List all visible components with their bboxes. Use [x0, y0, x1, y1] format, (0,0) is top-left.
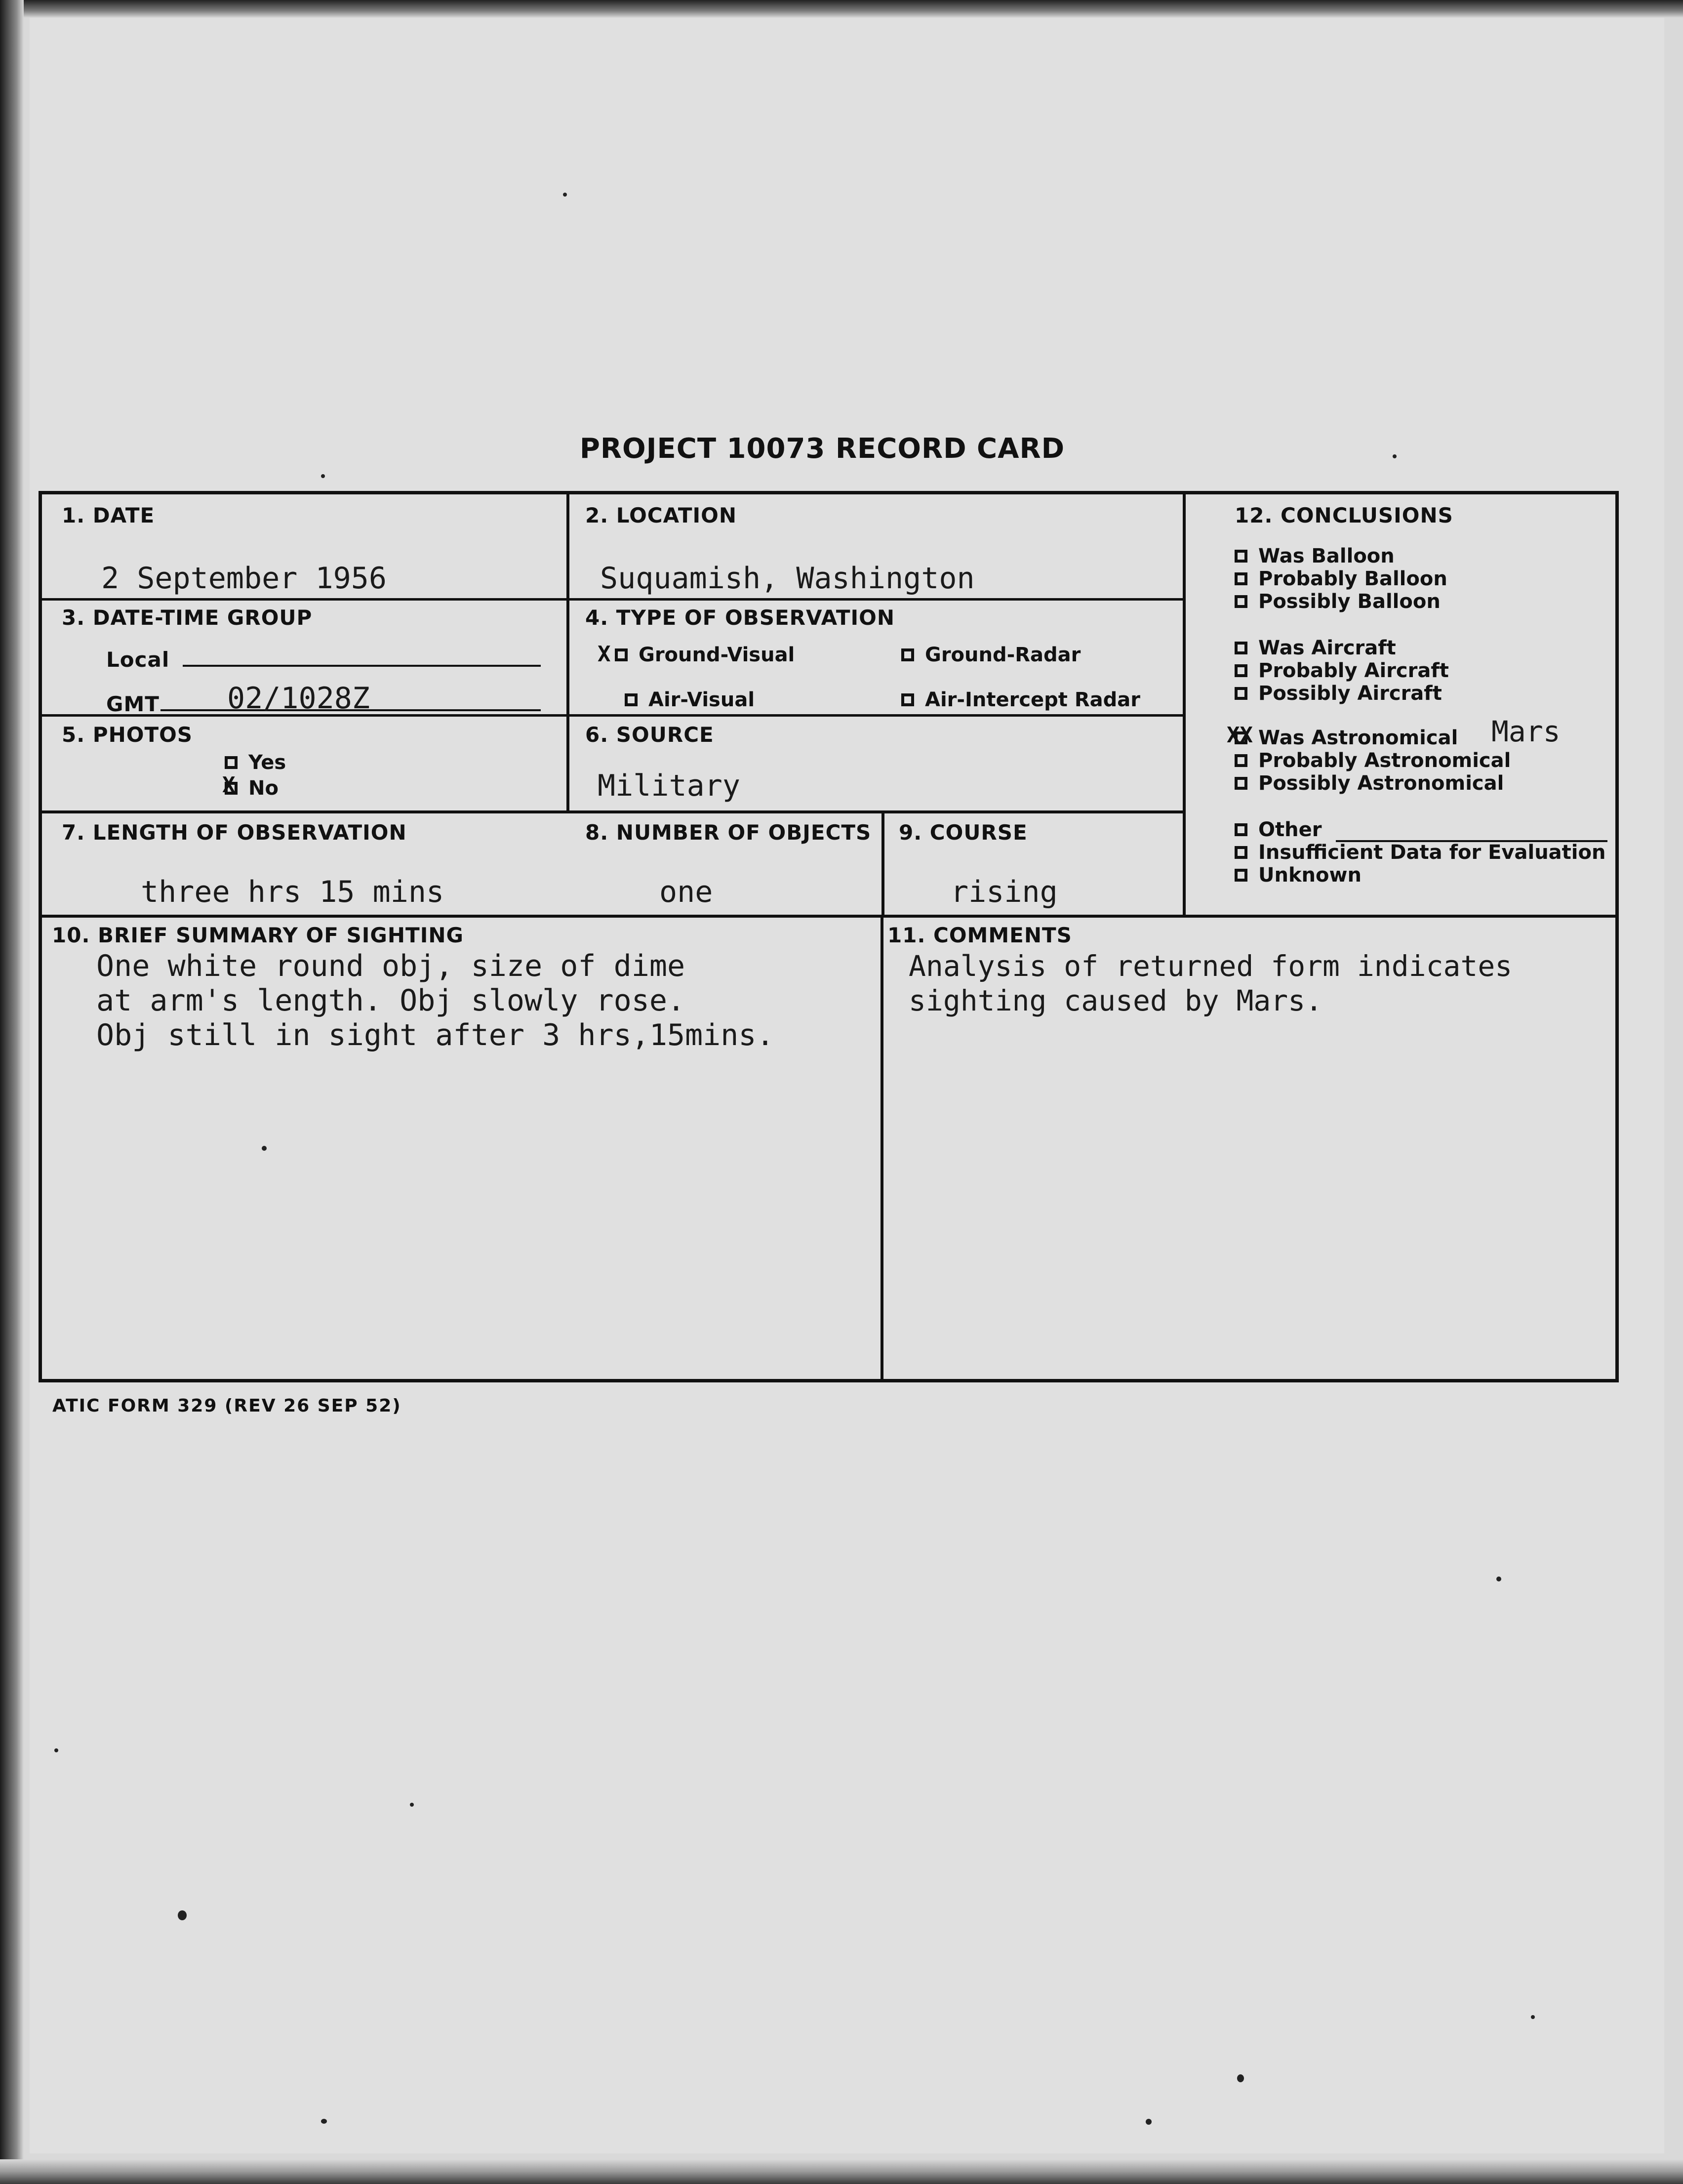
- scan-speck: [321, 2119, 327, 2124]
- length-label: 7. LENGTH OF OBSERVATION: [62, 820, 407, 845]
- comments-line: Analysis of returned form indicates: [909, 949, 1513, 983]
- checkbox[interactable]: [901, 693, 914, 706]
- option-label: Ground-Visual: [639, 644, 795, 666]
- conclusion-was-balloon[interactable]: [1235, 545, 1395, 567]
- conclusion-other[interactable]: [1235, 818, 1322, 841]
- location-value: Suquamish, Washington: [600, 561, 975, 596]
- checkbox[interactable]: [901, 648, 914, 661]
- conclusion-probably-balloon[interactable]: [1235, 567, 1447, 590]
- source-label: 6. SOURCE: [585, 723, 714, 747]
- summary-line: at arm's length. Obj slowly rose.: [96, 983, 685, 1018]
- option-label: Other: [1258, 818, 1322, 841]
- dtg-gmt-label: GMT: [106, 692, 160, 716]
- astronomical-note: Mars: [1491, 715, 1561, 748]
- scan-speck: [1531, 2015, 1535, 2019]
- astronomical-mark: XX: [1227, 723, 1253, 748]
- checkbox[interactable]: [1235, 869, 1247, 882]
- course-label: 9. COURSE: [899, 820, 1028, 845]
- scan-border-top: [0, 0, 1683, 18]
- option-photos-no[interactable]: [225, 777, 279, 800]
- conclusion-insufficient-data[interactable]: [1235, 841, 1605, 864]
- scan-speck: [563, 193, 567, 197]
- source-value: Military: [598, 768, 740, 803]
- divider: [566, 494, 569, 813]
- length-value: three hrs 15 mins: [141, 875, 444, 909]
- option-label: Air-Visual: [648, 688, 755, 711]
- objects-value: one: [659, 875, 713, 909]
- checkbox[interactable]: [615, 648, 628, 661]
- option-label: Possibly Balloon: [1258, 590, 1441, 613]
- summary-label: 10. BRIEF SUMMARY OF SIGHTING: [52, 923, 464, 947]
- option-label: Probably Balloon: [1258, 567, 1447, 590]
- form-footer: ATIC FORM 329 (REV 26 SEP 52): [52, 1396, 401, 1416]
- record-card: [39, 491, 1619, 1382]
- divider: [42, 714, 1183, 717]
- option-photos-yes[interactable]: [225, 751, 286, 774]
- dtg-gmt-value: 02/1028Z: [227, 681, 370, 716]
- checkbox[interactable]: [1235, 846, 1247, 859]
- option-label: Probably Aircraft: [1258, 659, 1449, 682]
- conclusion-unknown[interactable]: [1235, 864, 1362, 887]
- option-label: Ground-Radar: [925, 644, 1081, 666]
- scan-speck: [178, 1910, 187, 1920]
- option-label: Probably Astronomical: [1258, 749, 1511, 772]
- checkbox[interactable]: [1235, 754, 1247, 767]
- option-label: Air-Intercept Radar: [925, 688, 1140, 711]
- observation-label: 4. TYPE OF OBSERVATION: [585, 606, 895, 630]
- conclusion-probably-astronomical[interactable]: [1235, 749, 1511, 772]
- summary-line: One white round obj, size of dime: [96, 949, 685, 983]
- conclusion-possibly-astronomical[interactable]: [1235, 772, 1504, 795]
- date-label: 1. DATE: [62, 503, 155, 527]
- option-label: Yes: [248, 751, 286, 774]
- comments-label: 11. COMMENTS: [887, 923, 1072, 947]
- checkbox[interactable]: [1235, 572, 1247, 585]
- scan-speck: [1393, 454, 1397, 458]
- summary-line: Obj still in sight after 3 hrs,15mins.: [96, 1018, 774, 1052]
- option-label: Was Balloon: [1258, 545, 1395, 567]
- scan-border-bottom: [0, 2159, 1683, 2184]
- conclusion-was-aircraft[interactable]: [1235, 637, 1396, 659]
- scan-speck: [1496, 1577, 1501, 1581]
- divider: [1183, 494, 1186, 917]
- option-air-intercept-radar[interactable]: [901, 688, 1140, 711]
- option-label: No: [248, 777, 279, 800]
- card-title: PROJECT 10073 RECORD CARD: [579, 433, 1065, 465]
- comments-line: sighting caused by Mars.: [909, 984, 1323, 1017]
- dtg-local-label: Local: [106, 647, 170, 672]
- observation-mark: X: [598, 642, 611, 667]
- option-label: Was Aircraft: [1258, 637, 1396, 659]
- objects-label: 8. NUMBER OF OBJECTS: [585, 820, 872, 845]
- divider: [42, 810, 1183, 813]
- scan-speck: [321, 474, 325, 478]
- location-label: 2. LOCATION: [585, 503, 737, 527]
- divider: [881, 917, 883, 1382]
- divider: [42, 915, 1615, 918]
- checkbox[interactable]: [1235, 550, 1247, 563]
- dtg-local-line: [183, 665, 541, 667]
- dtg-label: 3. DATE-TIME GROUP: [62, 606, 313, 630]
- option-label: Possibly Aircraft: [1258, 682, 1442, 705]
- conclusions-label: 12. CONCLUSIONS: [1235, 503, 1453, 527]
- scan-speck: [1146, 2119, 1152, 2125]
- checkbox[interactable]: [225, 756, 238, 769]
- date-value: 2 September 1956: [101, 561, 387, 596]
- conclusion-was-astronomical[interactable]: [1235, 727, 1458, 749]
- option-air-visual[interactable]: [625, 688, 755, 711]
- checkbox[interactable]: [1235, 687, 1247, 700]
- option-label: Possibly Astronomical: [1258, 772, 1504, 795]
- photos-no-mark: X: [222, 772, 236, 798]
- conclusion-possibly-balloon[interactable]: [1235, 590, 1441, 613]
- conclusion-probably-aircraft[interactable]: [1235, 659, 1449, 682]
- option-ground-radar[interactable]: [901, 644, 1081, 666]
- checkbox[interactable]: [1235, 664, 1247, 677]
- scan-speck: [54, 1748, 58, 1752]
- scan-speck: [262, 1146, 267, 1151]
- option-label: Insufficient Data for Evaluation: [1258, 841, 1606, 864]
- checkbox[interactable]: [1235, 731, 1247, 744]
- scan-border-left: [0, 0, 24, 2184]
- checkbox[interactable]: [225, 782, 238, 795]
- option-ground-visual[interactable]: [615, 644, 795, 666]
- conclusion-possibly-aircraft[interactable]: [1235, 682, 1442, 705]
- course-value: rising: [951, 875, 1058, 909]
- checkbox[interactable]: [625, 693, 638, 706]
- divider: [42, 598, 1183, 601]
- checkbox[interactable]: [1235, 777, 1247, 790]
- scan-speck: [410, 1803, 414, 1807]
- divider: [882, 813, 884, 917]
- option-label: Was Astronomical: [1258, 727, 1458, 749]
- checkbox[interactable]: [1235, 642, 1247, 654]
- checkbox[interactable]: [1235, 823, 1247, 836]
- photos-label: 5. PHOTOS: [62, 723, 193, 747]
- checkbox[interactable]: [1235, 595, 1247, 608]
- option-label: Unknown: [1258, 864, 1362, 887]
- scan-speck: [1237, 2074, 1244, 2082]
